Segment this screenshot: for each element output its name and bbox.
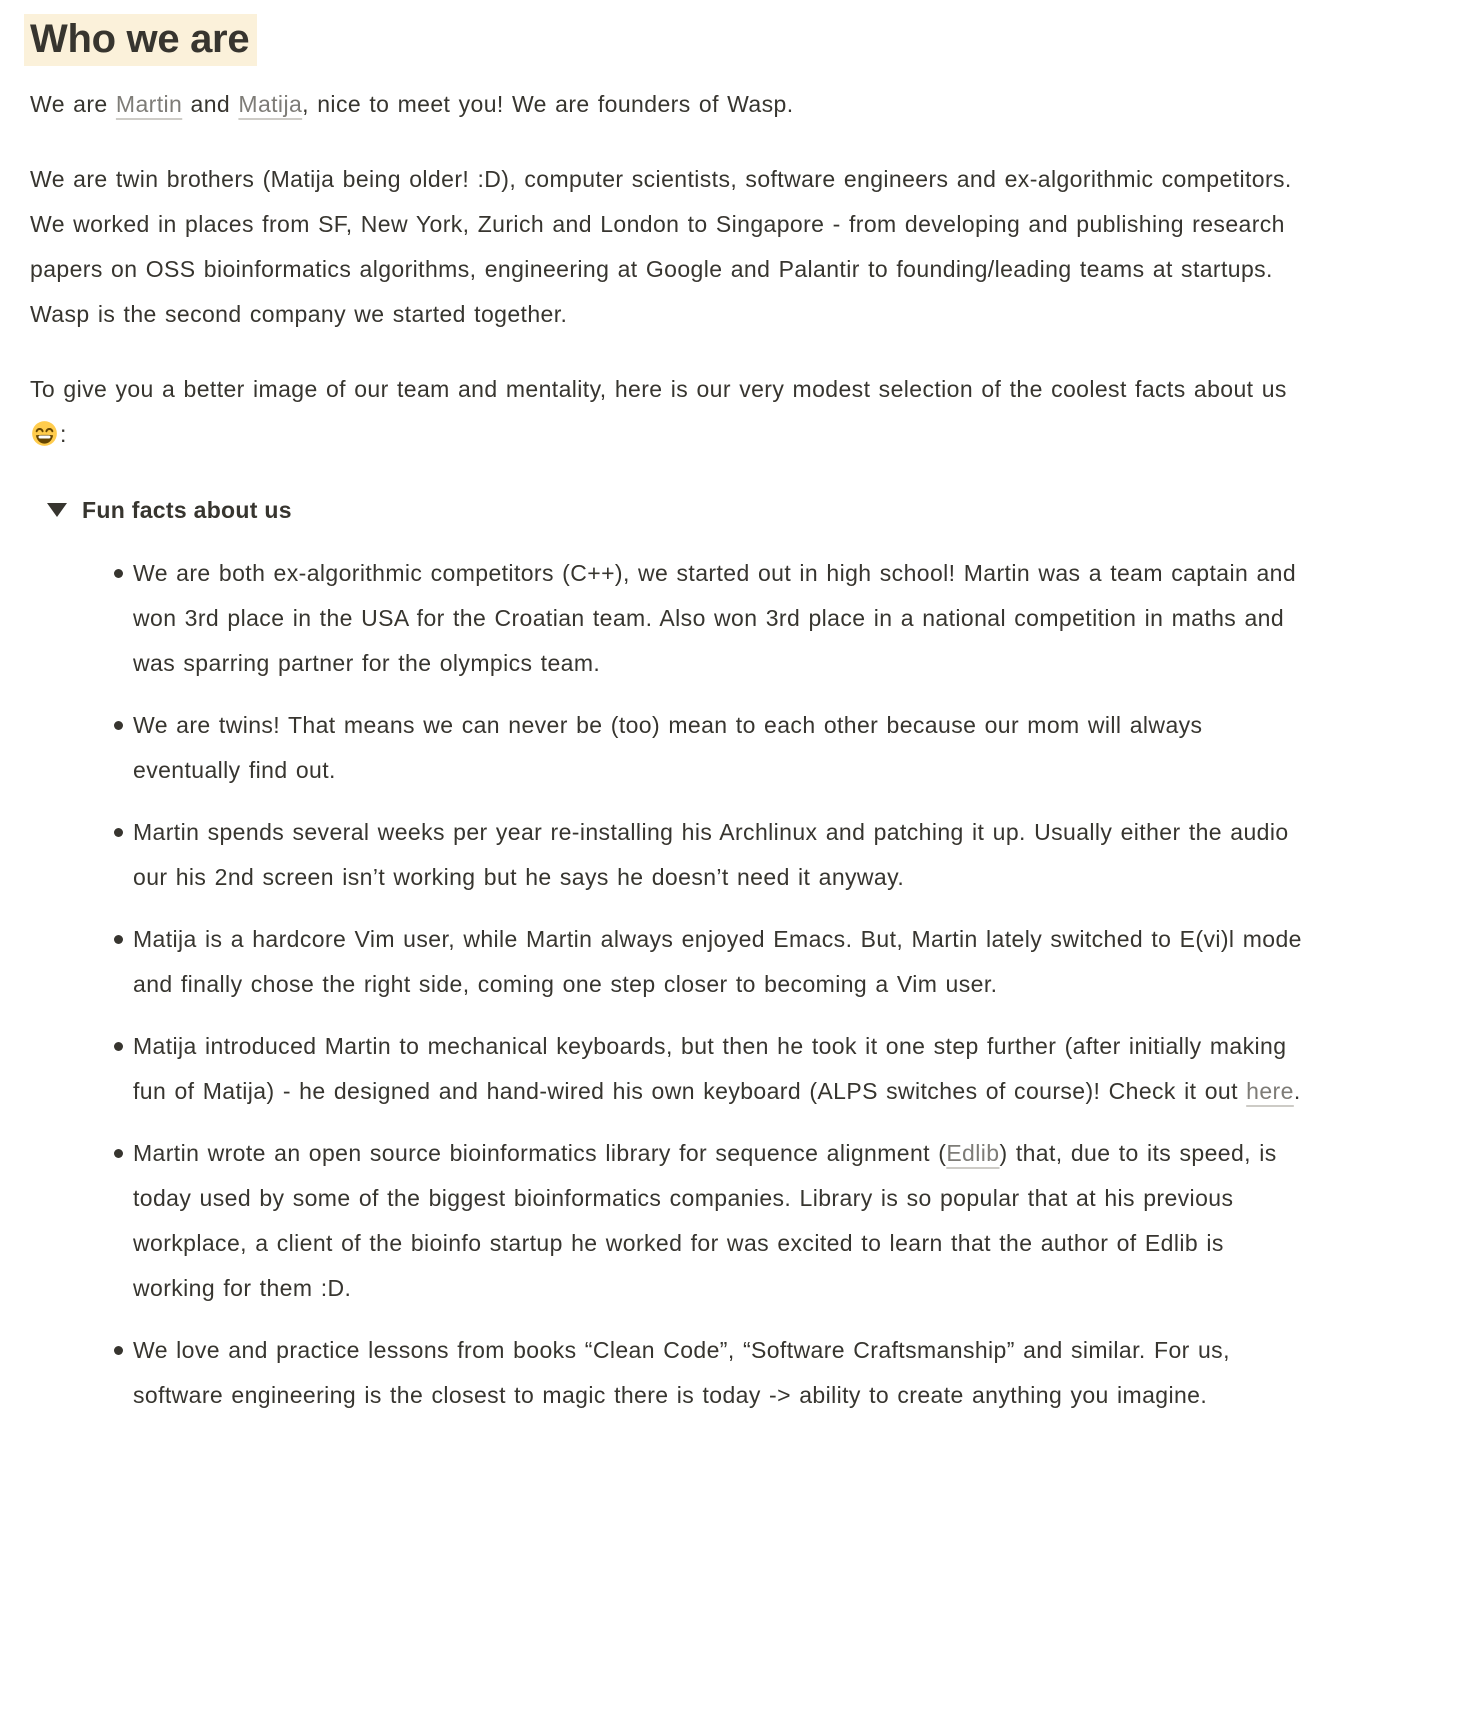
bullet-icon — [114, 1042, 123, 1051]
list-item — [30, 1024, 1304, 1114]
bullet-icon — [114, 569, 123, 578]
about-paragraph: We are twin brothers (Matija being older! :D), computer scientists, software engineers and ex-algorithmic competitors. We worked in places from SF, New York, Zurich and London to Singapore - from developing and publishing research papers on OSS bioinformatics algorithms, engineering at Google and Palantir to founding/leading teams at startups. Wasp is the second company we started together. — [30, 166, 1292, 327]
bullet-icon — [114, 1346, 123, 1355]
toggle-title: Fun facts about us — [82, 496, 292, 523]
page-title-highlight: Who we are — [24, 14, 257, 66]
fact-text: . — [1293, 1078, 1301, 1104]
matija-link[interactable]: Matija — [238, 91, 303, 117]
keyboard-here-link[interactable]: here — [1246, 1078, 1294, 1104]
facts-intro-paragraph — [30, 367, 1304, 457]
intro-text: , nice to meet you! We are founders of Wasp. — [302, 91, 794, 117]
list-item — [30, 1131, 1304, 1311]
fact-text: Martin spends several weeks per year re-installing his Archlinux and patching it up. Usually either the audio our his 2nd screen isn’t working but he says he doesn’t need it anyway. — [133, 819, 1289, 890]
intro-text: We are — [30, 91, 116, 117]
martin-link[interactable]: Martin — [115, 91, 183, 117]
edlib-link[interactable]: Edlib — [946, 1140, 1000, 1166]
fact-text: We are twins! That means we can never be (too) mean to each other because our mom will always eventually find out. — [133, 712, 1203, 783]
fact-text: We love and practice lessons from books “Clean Code”, “Software Craftsmanship” and similar. For us, software engineering is the closest to magic there is today -> ability to create anything you imagine. — [133, 1337, 1230, 1408]
fact-text: Martin wrote an open source bioinformatics library for sequence alignment ( — [133, 1140, 947, 1166]
toggle-triangle-icon[interactable] — [44, 497, 70, 523]
bullet-icon — [114, 935, 123, 944]
fact-text: Matija is a hardcore Vim user, while Martin always enjoyed Emacs. But, Martin lately switched to E(vi)l mode and finally chose the right side, coming one step closer to becoming a Vim user. — [133, 926, 1302, 997]
fact-text: ) that, due to its speed, is today used by some of the biggest bioinformatics companies. Library is so popular that at his previous workplace, a client of the bioinfo startup he worked for was excited to learn that the author of Edlib is working for them :D. — [133, 1140, 1277, 1301]
list-item — [30, 703, 1304, 793]
facts-intro-text: : — [60, 421, 67, 447]
list-item — [30, 917, 1304, 1007]
fact-text: Matija introduced Martin to mechanical keyboards, but then he took it one step further (after initially making fun of Matija) - he designed and hand-wired his own keyboard (ALPS switches of course)! Check it out — [133, 1033, 1287, 1104]
page-title — [30, 12, 1304, 66]
bullet-icon — [114, 721, 123, 730]
facts-intro-text: To give you a better image of our team and mentality, here is our very modest selection of the coolest facts about us — [30, 376, 1287, 402]
bullet-icon — [114, 1149, 123, 1158]
list-item — [30, 810, 1304, 900]
fun-facts-list — [30, 551, 1304, 1418]
list-item — [30, 1328, 1304, 1418]
intro-paragraph — [30, 82, 1304, 127]
intro-text: and — [182, 91, 239, 117]
grinning-emoji-icon — [31, 420, 58, 447]
bullet-icon — [114, 828, 123, 837]
fact-text: We are both ex-algorithmic competitors (C++), we started out in high school! Martin was a team captain and won 3rd place in the USA for the Croatian team. Also won 3rd place in a national competition in maths and was sparring partner for the olympics team. — [133, 560, 1297, 676]
list-item — [30, 551, 1304, 686]
toggle-fun-facts[interactable] — [30, 487, 1304, 533]
